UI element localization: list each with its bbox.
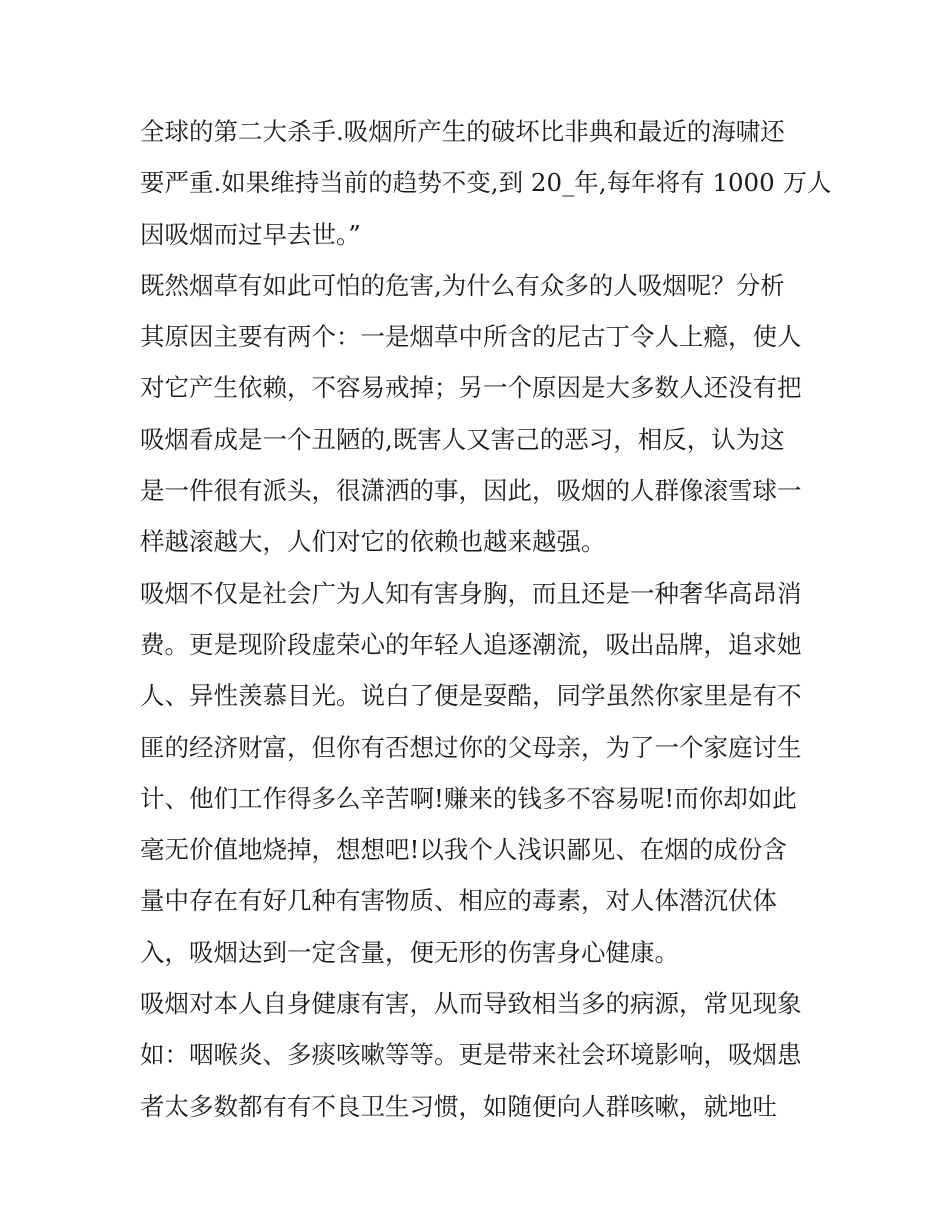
text-line-16: 量中存在有好几种有害物质、相应的毒素，对人体潜沉伏体	[140, 886, 777, 916]
text-line-4: 既然烟草有如此可怕的危害,为什么有众多的人吸烟呢？分析	[140, 270, 785, 300]
text-line-10: 吸烟不仅是社会广为人知有害身胸，而且还是一种奢华高昂消	[140, 578, 802, 608]
document-body	[140, 106, 832, 1132]
text-line-18: 吸烟对本人自身健康有害，从而导致相当多的病源，常见现象	[140, 989, 802, 1019]
text-line-13: 匪的经济财富，但你有否想过你的父母亲，为了一个家庭讨生	[140, 732, 802, 762]
text-line-8: 是一件很有派头，很潇洒的事，因此，吸烟的人群像滚雪球一	[140, 476, 802, 506]
text-line-6: 对它产生依赖，不容易戒掉；另一个原因是大多数人还没有把	[140, 373, 802, 403]
text-line-5: 其原因主要有两个：一是烟草中所含的尼古丁令人上瘾，使人	[140, 322, 802, 352]
text-line-7: 吸烟看成是一个丑陋的,既害人又害己的恶习，相反，认为这	[140, 424, 785, 454]
text-line-12: 人、异性羡慕目光。说白了便是耍酷，同学虽然你家里是有不	[140, 681, 802, 711]
text-line-14: 计、他们工作得多么辛苦啊!赚来的钱多不容易呢!而你却如此	[140, 783, 797, 813]
text-line-1: 全球的第二大杀手.吸烟所产生的破坏比非典和最近的海啸还	[140, 117, 785, 146]
text-line-11: 费。更是现阶段虚荣心的年轻人追逐潮流，吸出品牌，追求她	[140, 629, 802, 659]
text-line-2: 要严重.如果维持当前的趋势不变,到 20_年,每年将有 1000 万人	[140, 168, 832, 198]
text-line-19: 如：咽喉炎、多痰咳嗽等等。更是带来社会环境影响，吸烟患	[140, 1040, 802, 1070]
text-line-17: 入，吸烟达到一定含量，便无形的伤害身心健康。	[140, 937, 679, 967]
text-line-3: 因吸烟而过早去世。”	[140, 219, 361, 249]
text-line-15: 毫无价值地烧掉，想想吧!以我个人浅识鄙见、在烟的成份含	[140, 835, 787, 865]
text-line-9: 样越滚越大，人们对它的依赖也越来越强。	[140, 527, 606, 557]
text-line-20: 者太多数都有有不良卫生习惯，如随便向人群咳嗽，就地吐	[140, 1091, 777, 1121]
